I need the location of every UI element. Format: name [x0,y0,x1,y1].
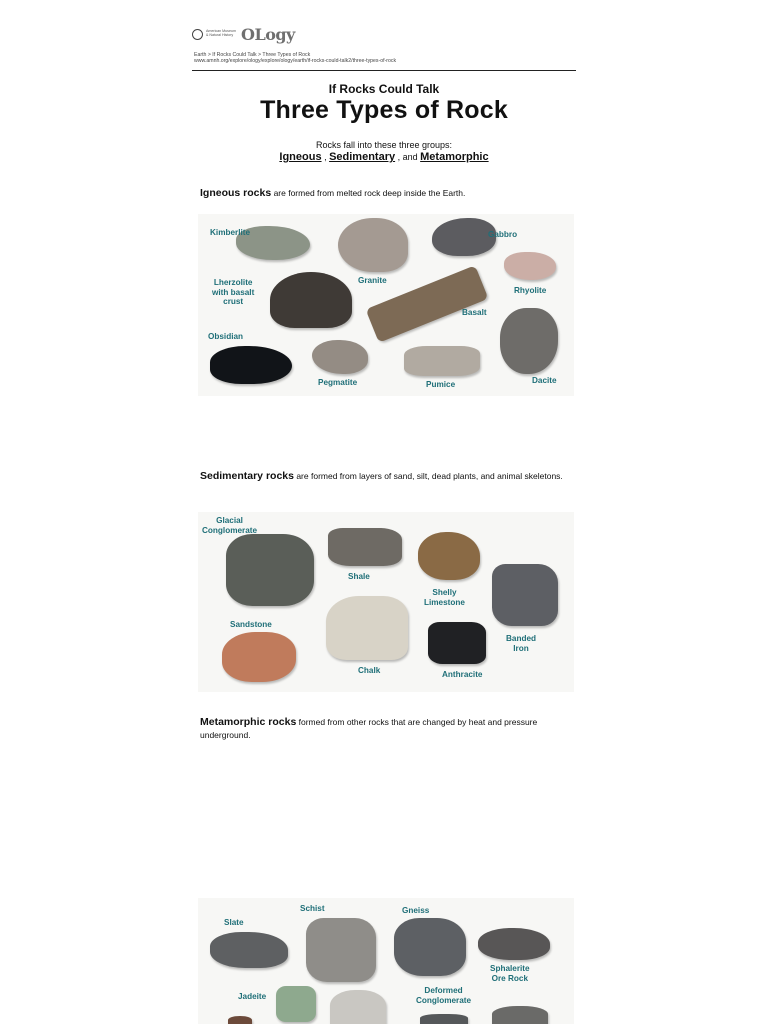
pegmatite-rock [312,340,368,374]
sandstone-rock [222,632,296,682]
museum-name [206,29,246,37]
obsidian-rock [210,346,292,384]
marble-rock [330,990,386,1024]
page-url: www.amnh.org/explore/ology/explore/ology/earth/if-rocks-could-talk2/three-types-of-rock [194,58,397,64]
intro-text: Rocks fall into these three groups: [315,140,453,150]
ology-logo[interactable]: OLogy [241,25,295,44]
sedimentary-link[interactable]: Sedimentary [329,151,396,163]
anthracite-label: Anthracite [442,670,483,679]
site-header [192,24,576,46]
igneous-heading: Igneous rocks [200,187,272,199]
dacite-label: Dacite [532,376,557,385]
deformed-conglomerate-rock [420,1014,468,1024]
glacial-conglomerate-label: Glacial Conglomerate [202,516,258,535]
metamorphic-rocks-image [198,898,574,1024]
bottom-left-rock [228,1016,252,1024]
rock-groups-links [192,151,576,163]
gabbro-label: Gabbro [488,230,518,239]
chalk-rock [326,596,408,660]
granite-rock [338,218,408,272]
shelly-limestone-label: Shelly Limestone [424,588,465,607]
page-title: Three Types of Rock [260,96,508,124]
schist-rock [306,918,376,982]
lherzolite-label: Lherzolite with basalt crust [212,278,255,306]
groups-separator: , [321,152,330,162]
obsidian-label: Obsidian [208,332,244,341]
igneous-paragraph [200,187,570,200]
rhyolite-rock [504,252,556,280]
museum-name-line1: American Museum [206,29,236,33]
gneiss-label: Gneiss [402,906,430,915]
deformed-conglomerate-label: Deformed Conglomerate [416,986,472,1005]
document-page [192,24,576,1005]
anthracite-rock [428,622,486,664]
sphalerite-label: Sphalerite Ore Rock [490,964,530,983]
kimberlite-label: Kimberlite [210,228,251,237]
sphalerite-ore-rock [478,928,550,960]
header-divider [192,70,576,71]
gneiss-rock [394,918,466,976]
pumice-label: Pumice [426,380,456,389]
basalt-label: Basalt [462,308,487,317]
igneous-rocks-image [198,214,574,396]
granite-label: Granite [358,276,387,285]
rhyolite-label: Rhyolite [514,286,547,295]
museum-name-line2: & Natural History [206,33,234,38]
dacite-rock [500,308,558,374]
lherzolite-rock [270,272,352,328]
sedimentary-text: are formed from layers of sand, silt, dead plants, and animal skeletons. [293,471,563,481]
sedimentary-heading: Sedimentary rocks [200,470,294,482]
jadeite-rock [276,986,316,1022]
sandstone-label: Sandstone [230,620,272,629]
chalk-label: Chalk [358,666,381,675]
gabbro-rock [432,218,496,256]
metamorphic-heading: Metamorphic rocks [200,716,297,728]
schist-label: Schist [300,904,325,913]
groups-separator-and: , and [395,152,421,162]
igneous-link[interactable]: Igneous [279,151,322,163]
metamorphic-link[interactable]: Metamorphic [420,151,489,163]
breadcrumb[interactable]: Earth > If Rocks Could Talk > Three Types of Rock [194,52,311,58]
series-kicker: If Rocks Could Talk [328,82,440,96]
metamorphic-text: formed from other rocks that are changed by heat and pressure underground. [200,717,538,740]
metamorphic-paragraph [200,716,570,741]
igneous-text: are formed from melted rock deep inside the Earth. [271,188,466,198]
pumice-rock [404,346,480,376]
slate-label: Slate [224,918,244,927]
sedimentary-paragraph [200,470,570,483]
banded-iron-rock [492,564,558,626]
shale-label: Shale [348,572,370,581]
bottom-right-rock [492,1006,548,1024]
shelly-limestone-rock [418,532,480,580]
banded-iron-label: Banded Iron [506,634,537,653]
slate-rock [210,932,288,968]
pegmatite-label: Pegmatite [318,378,358,387]
sedimentary-rocks-image [198,512,574,692]
glacial-conglomerate-rock [226,534,314,606]
shale-rock [328,528,402,566]
jadeite-label: Jadeite [238,992,267,1001]
museum-logo-icon [192,29,203,40]
